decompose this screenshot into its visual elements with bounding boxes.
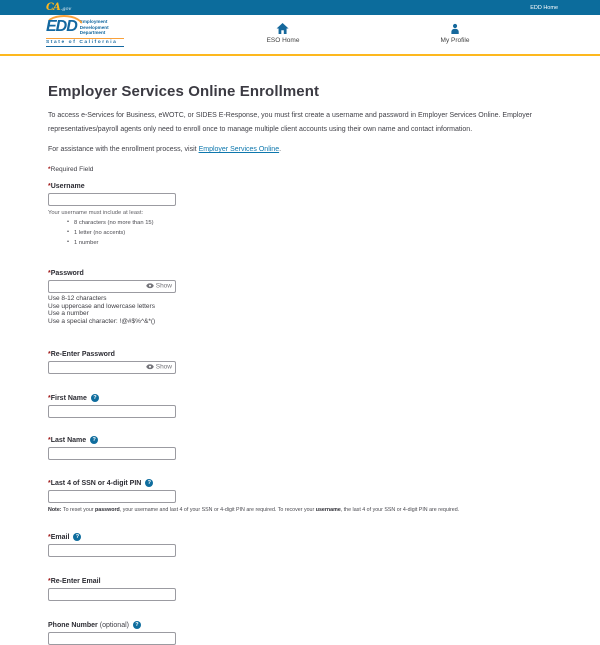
ssn-pin-note: Note: To reset your password, your username and last 4 of your SSN or 4-digit PIN are required. To recover your username, the last 4 of your SSN or 4-digit PIN are required. [48, 507, 460, 514]
required-asterisk: * [48, 578, 51, 586]
edd-dept-text: Employment Development Department [79, 18, 109, 36]
password-label: * Password [48, 270, 84, 277]
last-name-group [48, 436, 552, 460]
help-icon[interactable]: ? [145, 479, 153, 487]
assistance-suffix: . [279, 146, 282, 153]
first-name-label: * First Name ? [48, 394, 552, 402]
phone-optional-text: (optional) [99, 621, 129, 629]
edd-acronym: EDD [46, 18, 77, 35]
last-name-label: * Last Name ? [48, 436, 552, 444]
required-asterisk: * [48, 394, 51, 402]
first-name-group [48, 394, 552, 418]
reenter-password-group [48, 351, 552, 374]
username-label: * Username [48, 183, 85, 190]
nav-my-profile-label: My Profile [440, 37, 470, 44]
required-asterisk: * [48, 270, 51, 277]
nav-eso-home[interactable] [267, 23, 300, 44]
person-icon [450, 23, 461, 34]
assistance-line [48, 146, 552, 153]
topbar [0, 0, 600, 15]
required-asterisk: * [48, 479, 51, 487]
required-asterisk: * [48, 436, 51, 444]
show-password-button[interactable] [146, 283, 172, 291]
password-hint: Use uppercase and lowercase letters [48, 302, 155, 310]
ssn-pin-group [48, 479, 552, 513]
last-name-input[interactable] [48, 447, 176, 460]
eye-icon [146, 283, 154, 291]
phone-group [48, 621, 552, 645]
help-icon[interactable]: ? [91, 394, 99, 402]
main-content [0, 83, 600, 645]
show-reenter-password-button[interactable] [146, 364, 172, 372]
assistance-prefix: For assistance with the enrollment process, visit [48, 146, 199, 153]
required-asterisk: * [48, 351, 51, 359]
intro-paragraph: To access e-Services for Business, eWOTC, or SIDES E-Response, you must first create a username and password in Employer Services Online. Employer representatives/payroll agents only need to enroll once to manage multiple client accounts using their own name and contact information. [48, 112, 532, 133]
nav-my-profile[interactable] [441, 23, 470, 44]
password-hint: Use a number [48, 310, 89, 318]
reenter-email-group [48, 578, 552, 601]
username-input[interactable] [48, 193, 176, 206]
required-asterisk: * [48, 183, 51, 190]
email-input[interactable] [48, 544, 176, 557]
username-rule: • 8 characters (no more than 15) [74, 220, 552, 226]
edd-home-link[interactable]: EDD Home [530, 4, 558, 11]
first-name-input[interactable] [48, 405, 176, 418]
required-asterisk: * [48, 166, 51, 173]
required-field-note: *Required Field [48, 166, 94, 173]
password-group [48, 270, 552, 325]
email-group [48, 533, 552, 557]
reenter-email-label: * Re-Enter Email [48, 578, 101, 586]
site-header [0, 15, 600, 54]
help-icon[interactable]: ? [90, 436, 98, 444]
reenter-email-input[interactable] [48, 588, 176, 601]
employer-services-online-link[interactable]: Employer Services Online [198, 146, 280, 153]
username-rules-list [74, 220, 552, 246]
gold-divider [0, 54, 600, 56]
username-rules-intro: Your username must include at least: [48, 210, 144, 216]
required-asterisk: * [48, 533, 51, 541]
show-reenter-password-label: Show [155, 363, 172, 371]
edd-logo[interactable] [46, 18, 124, 47]
help-icon[interactable]: ? [73, 533, 81, 541]
username-group [48, 183, 552, 246]
password-hint: Use a special character: !@#$%^&*() [48, 317, 156, 325]
page-title: Employer Services Online Enrollment [48, 83, 320, 100]
password-hint: Use 8-12 characters [48, 295, 107, 302]
ssn-pin-input[interactable] [48, 490, 176, 503]
phone-input[interactable] [48, 632, 176, 645]
edd-state-text: State of California [46, 38, 124, 47]
phone-label: Phone Number (optional) ? [48, 621, 552, 629]
ca-gov-text: .gov [60, 5, 72, 12]
ssn-pin-label: * Last 4 of SSN or 4-digit PIN ? [48, 479, 552, 487]
password-hints [48, 295, 552, 325]
help-icon[interactable]: ? [133, 621, 141, 629]
username-rule: • 1 number [74, 240, 552, 246]
reenter-password-label: * Re-Enter Password [48, 351, 115, 359]
home-icon [277, 23, 289, 34]
nav-eso-home-label: ESO Home [266, 37, 300, 44]
eye-icon [146, 364, 154, 372]
ca-gov-logo[interactable] [46, 3, 71, 13]
ca-script-text: CA [46, 1, 60, 13]
show-password-label: Show [155, 282, 172, 290]
email-label: * Email ? [48, 533, 552, 541]
username-rule: • 1 letter (no accents) [74, 230, 552, 236]
